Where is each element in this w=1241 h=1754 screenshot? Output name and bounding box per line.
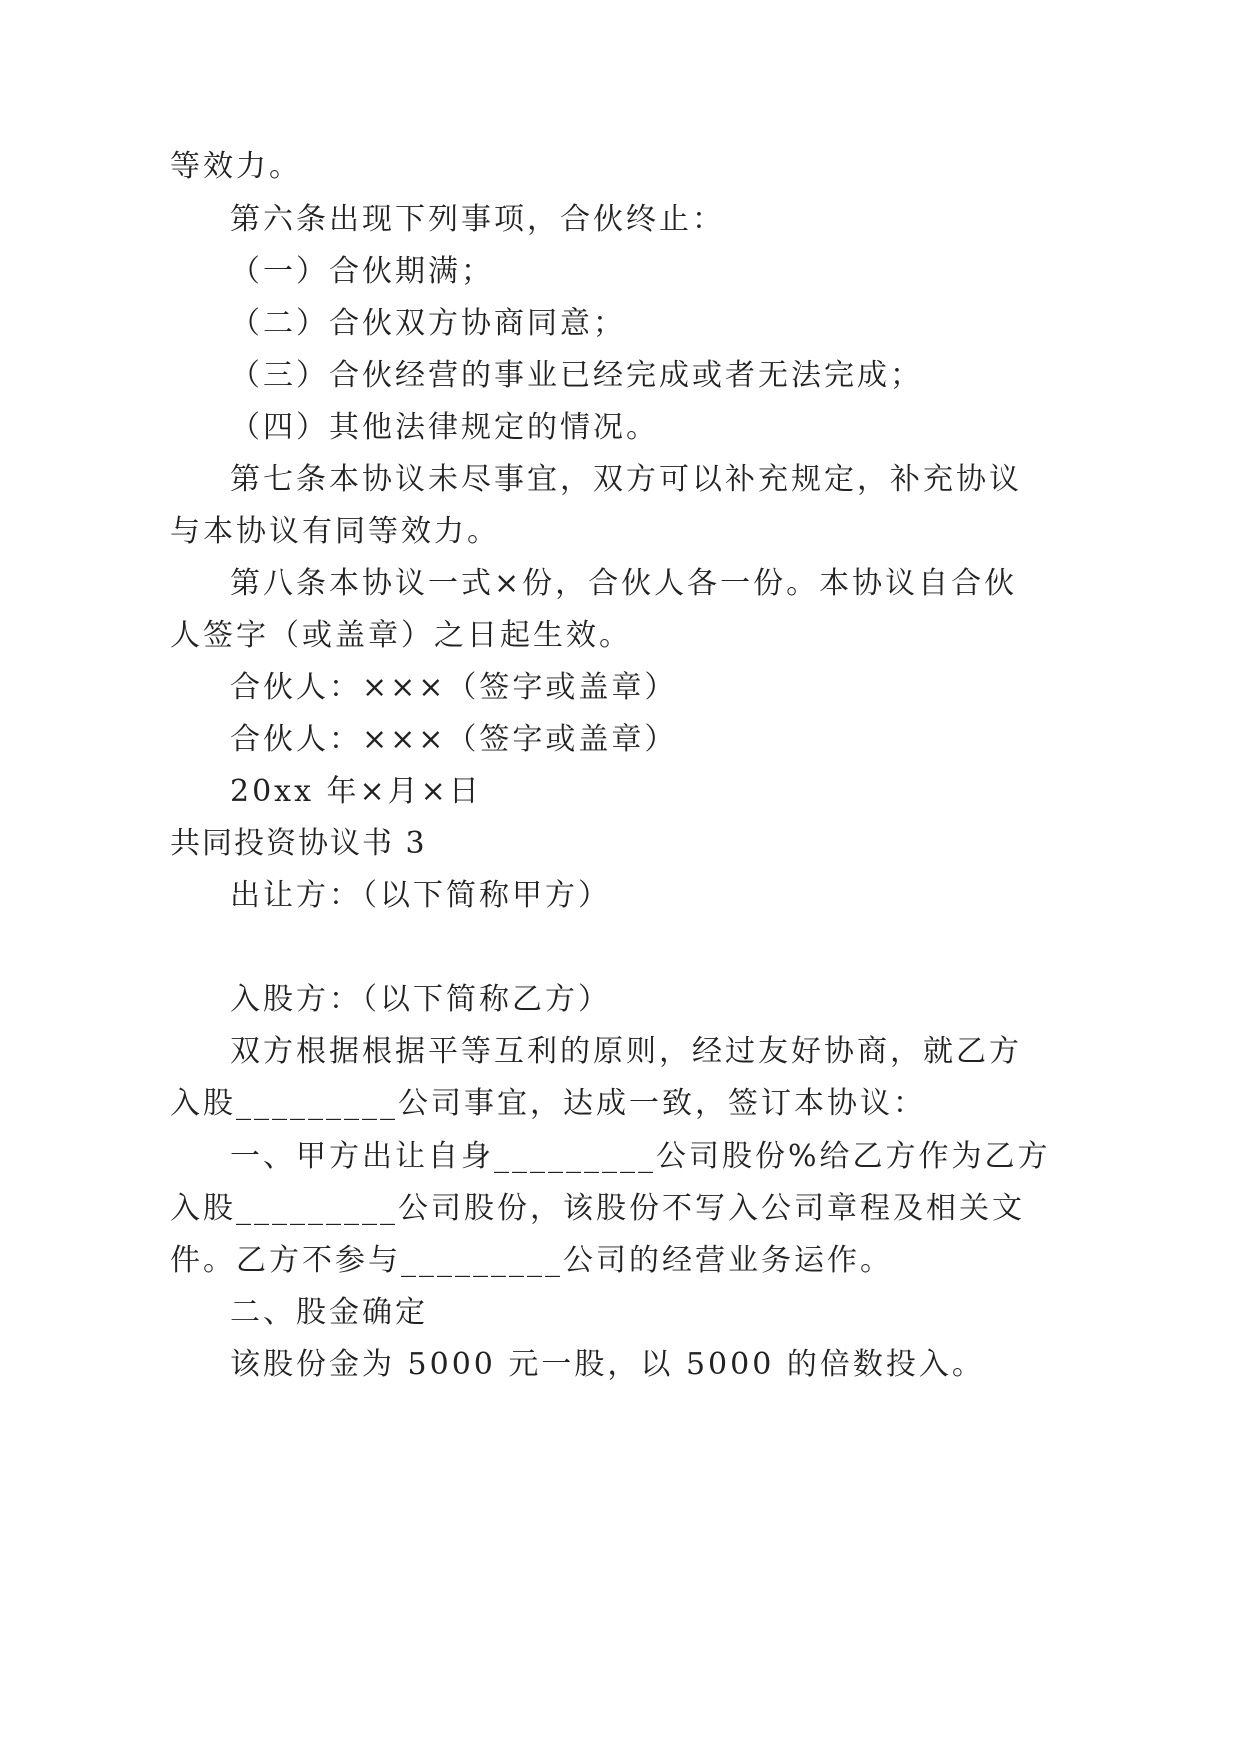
list-item: （三）合伙经营的事业已经完成或者无法完成； (230, 358, 923, 393)
agreement-title: 共同投资协议书 3 (170, 826, 427, 861)
article-8-line-1: 第八条本协议一式×份，合伙人各一份。本协议自合伙 (230, 566, 1018, 601)
list-item: （一）合伙期满； (230, 254, 494, 289)
party-a-line: 出让方：（以下简称甲方） (230, 878, 611, 913)
party-b-line: 入股方：（以下简称乙方） (230, 982, 611, 1017)
article-8-line-2: 人签字（或盖章）之日起生效。 (170, 618, 632, 653)
article-7-line-1: 第七条本协议未尽事宜，双方可以补充规定，补充协议 (230, 462, 1022, 497)
preamble-line-1: 双方根据根据平等互利的原则，经过友好协商，就乙方 (230, 1034, 1022, 1069)
article-6-heading: 第六条出现下列事项，合伙终止： (230, 202, 725, 237)
signing-date: 20xx 年×月×日 (230, 774, 482, 809)
paragraph-line: 等效力。 (170, 149, 302, 184)
clause-1-line-2: 入股_________公司股份，该股份不写入公司章程及相关文 (170, 1191, 1025, 1226)
list-item: （二）合伙双方协商同意； (230, 306, 626, 341)
article-7-line-2: 与本协议有同等效力。 (170, 514, 500, 549)
clause-2-heading: 二、股金确定 (230, 1295, 428, 1330)
partner-signature-2: 合伙人：×××（签字或盖章） (230, 722, 678, 757)
list-item: （四）其他法律规定的情况。 (230, 410, 659, 445)
clause-1-line-1: 一、甲方出让自身_________公司股份%给乙方作为乙方 (230, 1139, 1051, 1174)
partner-signature-1: 合伙人：×××（签字或盖章） (230, 670, 678, 705)
clause-1-line-3: 件。乙方不参与_________公司的经营业务运作。 (170, 1243, 893, 1278)
preamble-line-2: 入股_________公司事宜，达成一致，签订本协议： (170, 1086, 926, 1121)
clause-2-line-1: 该股份金为 5000 元一股，以 5000 的倍数投入。 (230, 1347, 985, 1382)
